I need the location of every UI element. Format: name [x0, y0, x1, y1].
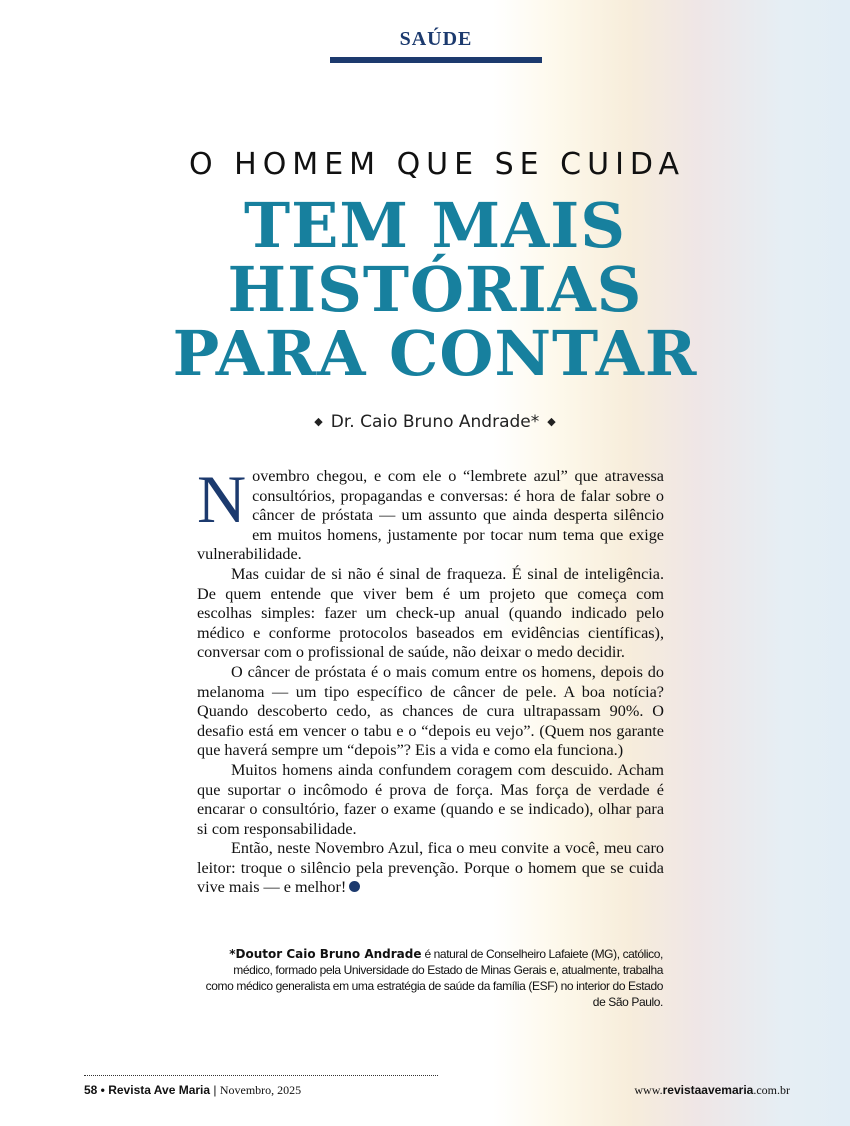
diamond-icon: ◆ [547, 415, 556, 428]
bio-text: é natural de Conselheiro Lafaiete (MG), católico, médico, formado pela Universidade do Estado de Minas Gerais e, atualmente, trabalha como médico generalista em uma estratégia de saúde da família (ESF) no interior do Estado de São Paulo. [205, 947, 663, 1009]
byline [0, 412, 850, 432]
paragraph: Novembro chegou, e com ele o “lembrete azul” que atravessa consultórios, propagandas e conversas: é hora de falar sobre o câncer de próstata — um assunto que ainda desperta silêncio em muitos homens, justamente por tocar num tema que exige vulnerabilidade. [197, 461, 664, 564]
title-line: PARA CONTAR [172, 317, 698, 390]
article-body [197, 461, 664, 898]
end-mark-icon [349, 881, 360, 892]
footer-folio: 58 • Revista Ave Maria | Novembro, 2025 [84, 1083, 302, 1097]
section-label: SAÚDE [399, 28, 473, 50]
headline-kicker: O HOMEM QUE SE CUIDA [188, 147, 686, 182]
paragraph: Então, neste Novembro Azul, fica o meu convite a você, meu caro leitor: troque o silêncio pela prevenção. Porque o homem que se cuida vive mais — e melhor! [197, 839, 664, 897]
author-bio [205, 946, 663, 1010]
drop-cap: N [197, 461, 247, 537]
headline-title [0, 189, 850, 390]
paragraph: Muitos homens ainda confundem coragem com descuido. Acham que suportar o incômodo é prova de força. Mas força de verdade é encarar o consultório, fazer o exame (quando e se indicado), olhar para si com responsabilidade. [197, 760, 664, 838]
title-line: TEM MAIS [243, 189, 627, 262]
title-line: HISTÓRIAS [227, 253, 643, 326]
footer-divider [84, 1075, 438, 1076]
author-name: Dr. Caio Bruno Andrade* [330, 412, 540, 432]
paragraph: Mas cuidar de si não é sinal de fraqueza. É sinal de inteligência. De quem entende que viver bem é um projeto que começa com escolhas simples: fazer um check-up anual (quando indicado pelo médico e conforme protocolos baseados em evidências científicas), conversar com o profissional de saúde, não deixar o medo decidir. [197, 564, 664, 662]
bio-name: *Doutor Caio Bruno Andrade [229, 947, 422, 961]
paragraph: O câncer de próstata é o mais comum entre os homens, depois do melanoma — um tipo específico de câncer de pele. A boa notícia? Quando descoberto cedo, as chances de cura ultrapassam 90%. O desafio está em vencer o tabu e o “depois eu vejo”. (Quem nos garante que haverá sempre um “depois”? Eis a vida e como ela funciona.) [197, 662, 664, 760]
diamond-icon: ◆ [314, 415, 323, 428]
footer-url[interactable]: www.revistaavemaria.com.br [634, 1083, 790, 1097]
section-underline [330, 57, 542, 63]
